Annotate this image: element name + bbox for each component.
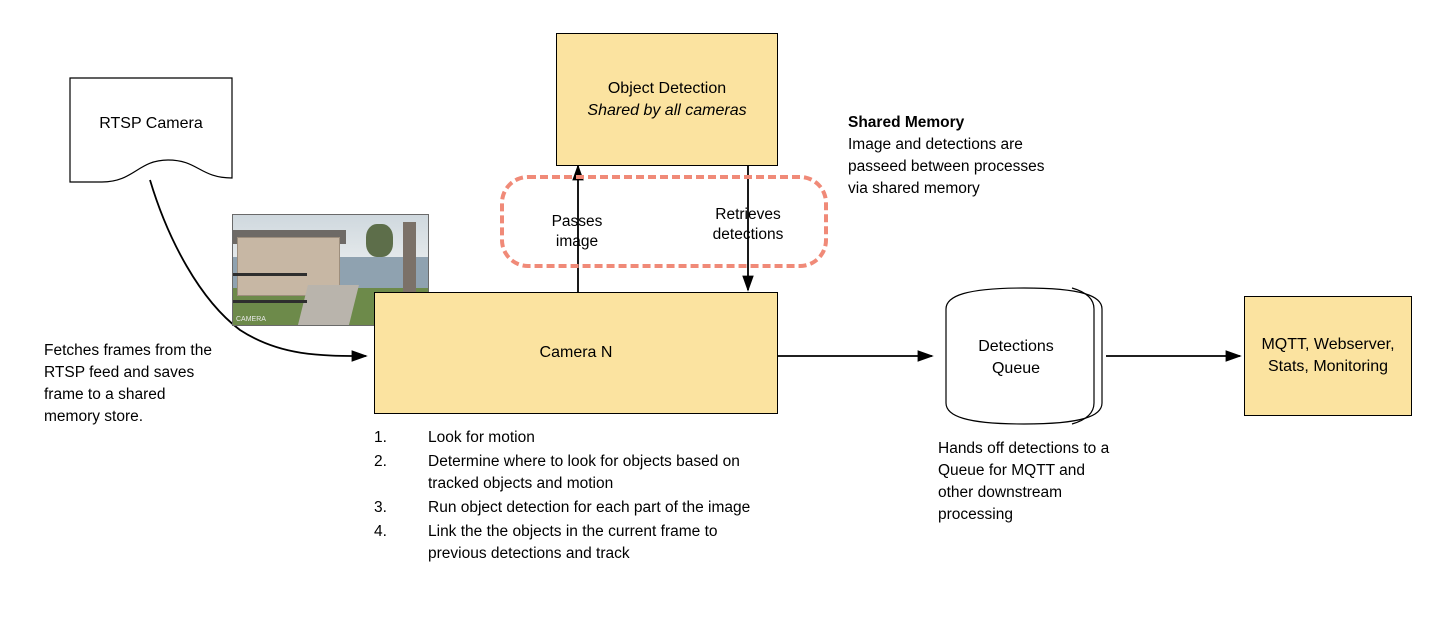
detections-queue-node bbox=[946, 336, 1086, 379]
passes-image-label bbox=[521, 212, 633, 252]
retrieves-line1: Retrieves bbox=[715, 206, 781, 223]
preview-walkway bbox=[298, 285, 359, 325]
fetch-frames-note-text: Fetches frames from the RTSP feed and saves frame to a shared memory store. bbox=[44, 342, 212, 425]
shared-memory-note-body: Image and detections are passeed between processes via shared memory bbox=[848, 136, 1045, 197]
rtsp-camera-node bbox=[70, 115, 232, 133]
step-number: 4. bbox=[374, 523, 387, 540]
list-item bbox=[374, 451, 774, 495]
fetch-frames-note bbox=[44, 340, 220, 428]
camera-n-label: Camera N bbox=[539, 344, 613, 362]
list-item bbox=[374, 427, 774, 449]
queue-note-text: Hands off detections to a Queue for MQTT and other downstream processing bbox=[938, 440, 1110, 523]
consumers-node bbox=[1244, 296, 1412, 416]
shared-memory-note bbox=[848, 112, 1060, 200]
step-text: Determine where to look for objects based on tracked objects and motion bbox=[428, 453, 740, 492]
preview-tree bbox=[366, 224, 393, 257]
shared-memory-note-title: Shared Memory bbox=[848, 114, 965, 131]
object-detection-label: Object Detection bbox=[607, 79, 727, 97]
detections-queue-label-line2: Queue bbox=[991, 359, 1041, 377]
detections-queue-label-line1: Detections bbox=[978, 338, 1054, 355]
preview-watermark: CAMERA bbox=[236, 316, 266, 323]
preview-fence bbox=[233, 273, 307, 303]
passes-image-line1: Passes bbox=[551, 213, 603, 230]
object-detection-sublabel: Shared by all cameras bbox=[587, 101, 747, 119]
list-item bbox=[374, 497, 774, 519]
rtsp-camera-label: RTSP Camera bbox=[99, 115, 203, 132]
consumers-label-line1: MQTT, Webserver, bbox=[1261, 336, 1395, 354]
step-number: 2. bbox=[374, 453, 387, 470]
camera-steps-list bbox=[374, 427, 774, 567]
consumers-label-line2: Stats, Monitoring bbox=[1267, 358, 1389, 375]
retrieves-detections-label bbox=[684, 205, 812, 245]
object-detection-node bbox=[556, 33, 778, 166]
passes-image-line2: image bbox=[555, 233, 599, 251]
step-number: 3. bbox=[374, 499, 387, 516]
step-text: Look for motion bbox=[428, 429, 535, 446]
list-item bbox=[374, 521, 774, 565]
step-number: 1. bbox=[374, 429, 387, 446]
camera-n-node bbox=[374, 292, 778, 414]
retrieves-line2: detections bbox=[712, 226, 784, 244]
step-text: Link the the objects in the current frame to previous detections and track bbox=[428, 523, 718, 562]
queue-note bbox=[938, 438, 1110, 526]
step-text: Run object detection for each part of the image bbox=[428, 499, 751, 516]
